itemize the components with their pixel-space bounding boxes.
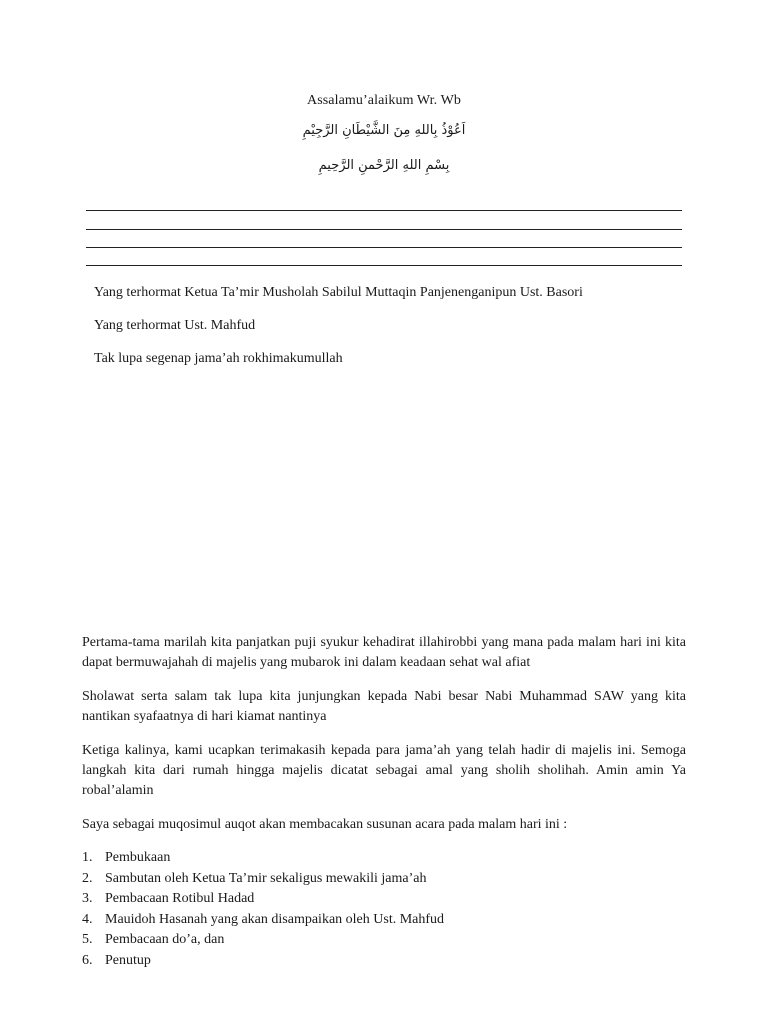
list-item-number: 6. xyxy=(82,952,93,968)
blank-line xyxy=(86,265,682,266)
list-item-number: 3. xyxy=(82,891,93,907)
list-item-text: Pembacaan Rotibul Hadad xyxy=(105,891,255,907)
agenda-list xyxy=(82,848,686,972)
list-item xyxy=(82,930,686,951)
list-item xyxy=(82,869,686,890)
list-item xyxy=(82,848,686,869)
list-item-number: 1. xyxy=(82,850,93,865)
salam-heading: Assalamu’alaikum Wr. Wb xyxy=(306,93,462,108)
list-item xyxy=(82,951,686,972)
list-item-text: Penutup xyxy=(105,952,151,968)
blank-line xyxy=(86,229,682,230)
paragraph-susunan-acara: Saya sebagai muqosimul auqot akan membacakan susunan acara pada malam hari ini : xyxy=(82,817,568,832)
greeting-ust-mahfud: Yang terhormat Ust. Mahfud xyxy=(94,318,256,333)
blank-line xyxy=(86,247,682,248)
paragraph-sholawat: Sholawat serta salam tak lupa kita junjungkan kepada Nabi besar Nabi Muhammad SAW yang kita nantikan syafaatnya di hari kiamat nantinya xyxy=(82,689,686,724)
list-item-text: Mauidoh Hasanah yang akan disampaikan oleh Ust. Mahfud xyxy=(105,911,445,927)
paragraph-puji-syukur: Pertama-tama marilah kita panjatkan puji syukur kehadirat illahirobbi yang mana pada malam hari ini kita dapat bermuwajahah di majelis yang mubarok ini dalam keadaan sehat wal afiat xyxy=(82,635,686,670)
list-item xyxy=(82,889,686,910)
list-item-text: Sambutan oleh Ketua Ta’mir sekaligus mewakili jama’ah xyxy=(105,870,427,886)
list-item-number: 4. xyxy=(82,911,93,927)
list-item-text: Pembukaan xyxy=(105,850,171,865)
basmalah-arabic: بِسْمِ اللهِ الرَّحْمنِ الرَّحِيمِ xyxy=(318,158,450,173)
blank-line xyxy=(86,210,682,211)
list-item-number: 2. xyxy=(82,870,93,886)
greeting-jamaah: Tak lupa segenap jama’ah rokhimakumullah xyxy=(94,351,343,366)
list-item-text: Pembacaan do’a, dan xyxy=(105,932,225,948)
greeting-ketua-tamir: Yang terhormat Ketua Ta’mir Musholah Sabilul Muttaqin Panjenenganipun Ust. Basori xyxy=(94,285,583,300)
list-item xyxy=(82,910,686,931)
list-item-number: 5. xyxy=(82,932,93,948)
paragraph-terimakasih: Ketiga kalinya, kami ucapkan terimakasih kepada para jama’ah yang telah hadir di majelis ini. Semoga langkah kita dari rumah hingga majelis dicatat sebagai amal yang sholih sholihah. Amin amin Ya robal’alamin xyxy=(82,743,686,798)
taawudz-arabic: اَعُوْذُ بِاللهِ مِنَ الشَّيْطَانِ الرَّجِيْمِ xyxy=(302,123,466,138)
